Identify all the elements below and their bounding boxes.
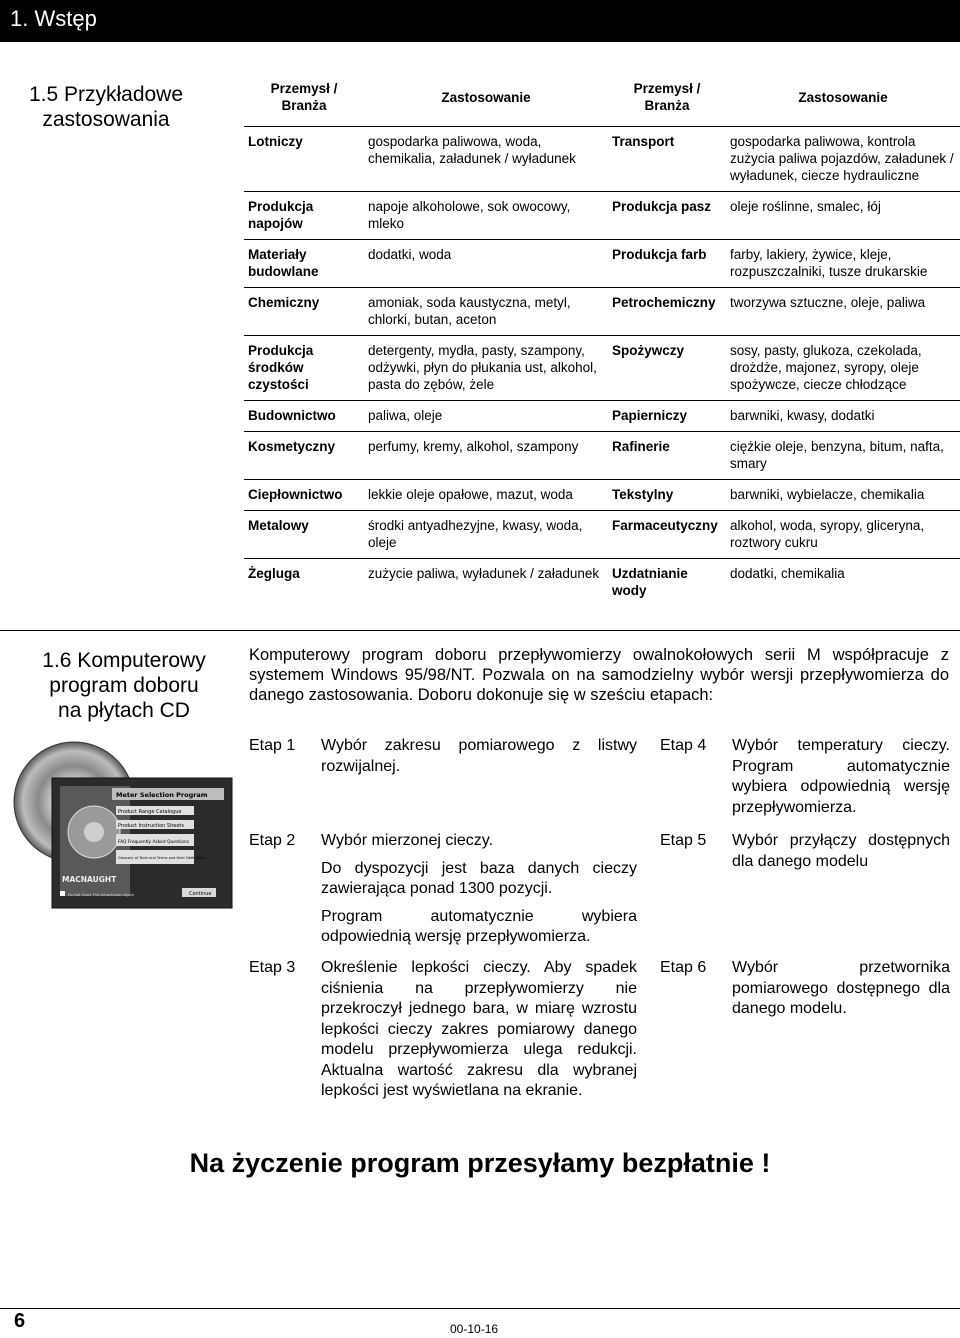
stage-label: Etap 4	[660, 737, 707, 754]
stage-text	[732, 958, 950, 1027]
table-header-row	[244, 72, 960, 127]
industry-cell: Produkcja farb	[612, 247, 707, 262]
industry-cell: Transport	[612, 134, 675, 149]
stage-label: Etap 3	[249, 959, 296, 976]
checkbox-label: Do Not Show This Introduction Again	[68, 893, 134, 897]
industry-cell: Produkcja pasz	[612, 199, 712, 214]
header-industry-2: Przemysł / Branża	[633, 81, 701, 113]
application-cell: napoje alkoholowe, sok owocowy, mleko	[368, 199, 571, 231]
stage-text	[321, 958, 637, 1109]
stage-label: Etap 2	[249, 832, 296, 849]
section-1-6-intro: Komputerowy program doboru przepływomierzy owalnokołowych serii M współpracuje z systemem Windows 95/98/NT. Pozwala on na samodzielny wybór wersji przepływomierza do danego zastosowania. Doboru dokonuje się w sześciu etapach:	[249, 646, 949, 704]
industry-cell: Materiały budowlane	[248, 247, 319, 279]
application-cell: detergenty, mydła, pasty, szampony, odżywki, płyn do płukania ust, alkohol, pasta do zębów, żele	[368, 343, 597, 392]
footer-rule	[0, 1308, 960, 1309]
industry-cell: Rafinerie	[612, 439, 670, 454]
industry-cell: Metalowy	[248, 518, 309, 533]
chapter-title: 1. Wstęp	[10, 6, 97, 31]
application-cell: barwniki, wybielacze, chemikalia	[730, 487, 925, 502]
stage-paragraph: Do dyspozycji jest baza danych cieczy zawierająca ponad 1300 pozycji.	[321, 859, 637, 897]
industry-cell: Farmaceutyczny	[612, 518, 718, 533]
page-number: 6	[14, 1310, 26, 1332]
application-cell: dodatki, woda	[368, 247, 452, 262]
application-cell: ciężkie oleje, benzyna, bitum, nafta, smary	[730, 439, 944, 471]
application-cell: barwniki, kwasy, dodatki	[730, 408, 875, 423]
cd-program-image	[12, 740, 234, 910]
menu-label: Product Instruction Sheets	[118, 823, 184, 829]
industry-cell: Produkcja napojów	[248, 199, 314, 231]
panel-title: Meter Selection Program	[116, 791, 208, 799]
application-cell: gospodarka paliwowa, woda, chemikalia, załadunek / wyładunek	[368, 134, 576, 166]
application-cell: perfumy, kremy, alkohol, szampony	[368, 439, 579, 454]
industry-cell: Spożywczy	[612, 343, 685, 358]
stage-paragraph: Wybór mierzonej cieczy.	[321, 832, 494, 849]
footer-date: 00-10-16	[450, 1322, 499, 1336]
stage-text	[321, 736, 637, 784]
industry-cell: Papierniczy	[612, 408, 688, 423]
stage-paragraph: Wybór przetwornika pomiarowego dostępnego dla danego modelu.	[732, 959, 950, 1017]
industry-cell: Tekstylny	[612, 487, 674, 502]
table-row	[244, 240, 960, 288]
application-cell: dodatki, chemikalia	[730, 566, 845, 581]
industry-cell: Chemiczny	[248, 295, 320, 310]
table-row	[244, 432, 960, 480]
industry-cell: Ciepłownictwo	[248, 487, 343, 502]
application-cell: paliwa, oleje	[368, 408, 443, 423]
industry-cell: Budownictwo	[248, 408, 336, 423]
header-industry-1: Przemysł / Branża	[270, 81, 338, 113]
brand-logo: MACNAUGHT	[62, 875, 117, 884]
application-cell: lekkie oleje opałowe, mazut, woda	[368, 487, 573, 502]
stage-paragraph: Wybór przyłączy dostępnych dla danego modelu	[732, 832, 950, 870]
table-row	[244, 511, 960, 559]
stage-text	[732, 736, 950, 825]
table-row	[244, 288, 960, 336]
application-cell: alkohol, woda, syropy, gliceryna, roztwory cukru	[730, 518, 925, 550]
stage-paragraph: Program automatycznie wybiera odpowiednią wersję przepływomierza.	[321, 907, 637, 945]
table-row	[244, 480, 960, 511]
continue-label: Continue	[189, 891, 212, 897]
application-cell: zużycie paliwa, wyładunek / załadunek	[368, 566, 600, 581]
menu-label: Glossary of Technical Terms and their Definitions	[118, 856, 206, 860]
table-row	[244, 559, 960, 607]
application-cell: farby, lakiery, żywice, kleje, rozpuszczalniki, tusze drukarskie	[730, 247, 928, 279]
industry-cell: Żegluga	[248, 566, 300, 581]
table-row	[244, 401, 960, 432]
industry-cell: Petrochemiczny	[612, 295, 716, 310]
table-row	[244, 192, 960, 240]
menu-label: Product Range Catalogue	[118, 809, 182, 815]
stage-label: Etap 5	[660, 832, 707, 849]
industry-cell: Uzdatnianie wody	[612, 566, 688, 598]
menu-label: FAQ Frequently Asked Questions	[118, 840, 189, 845]
application-cell: tworzywa sztuczne, oleje, paliwa	[730, 295, 926, 310]
section-1-6-title: 1.6 Komputerowy program doboru na płytach CD	[42, 649, 206, 722]
table-row	[244, 336, 960, 401]
table-row	[244, 127, 960, 192]
section-divider	[0, 630, 960, 631]
stage-label: Etap 6	[660, 959, 707, 976]
section-1-5-title: 1.5 Przykładowe zastosowania	[28, 83, 184, 131]
stage-paragraph: Wybór temperatury cieczy. Program automatycznie wybiera odpowiednią wersję przepływomierza.	[732, 737, 950, 816]
chapter-header-bar	[0, 0, 960, 42]
free-program-callout: Na życzenie program przesyłamy bezpłatnie !	[189, 1148, 771, 1178]
header-application-2: Zastosowanie	[798, 89, 888, 105]
application-cell: sosy, pasty, glukoza, czekolada, drożdże, majonez, syropy, oleje spożywcze, ciecze chłodzące	[730, 343, 922, 392]
application-cell: amoniak, soda kaustyczna, metyl, chlorki, butan, aceton	[368, 295, 571, 327]
stage-label: Etap 1	[249, 737, 296, 754]
intro-checkbox[interactable]	[60, 891, 65, 896]
stage-text	[732, 831, 950, 879]
stage-paragraph: Określenie lepkości cieczy. Aby spadek ciśnienia na przepływomierzy nie przekroczył jednego bara, w miarę wzrostu lepkości cieczy zakres pomiarowy danego modelu przepływomierza ulega redukcji. Aktualna wartość zakresu dla wybranej lepkości jest wyświetlana na ekranie.	[321, 959, 637, 1099]
stage-text	[321, 831, 637, 955]
industry-cell: Produkcja środków czystości	[248, 343, 314, 392]
application-cell: oleje roślinne, smalec, łój	[730, 199, 881, 214]
header-application-1: Zastosowanie	[441, 89, 531, 105]
cd-illustration	[12, 740, 234, 910]
meter-gear-center	[84, 822, 104, 842]
applications-table	[244, 72, 960, 606]
industry-cell: Kosmetyczny	[248, 439, 336, 454]
stage-paragraph: Wybór zakresu pomiarowego z listwy rozwijalnej.	[321, 737, 637, 775]
application-cell: środki antyadhezyjne, kwasy, woda, oleje	[368, 518, 583, 550]
application-cell: gospodarka paliwowa, kontrola zużycia paliwa pojazdów, załadunek / wyładunek, ciecze hydrauliczne	[730, 134, 954, 183]
industry-cell: Lotniczy	[248, 134, 303, 149]
